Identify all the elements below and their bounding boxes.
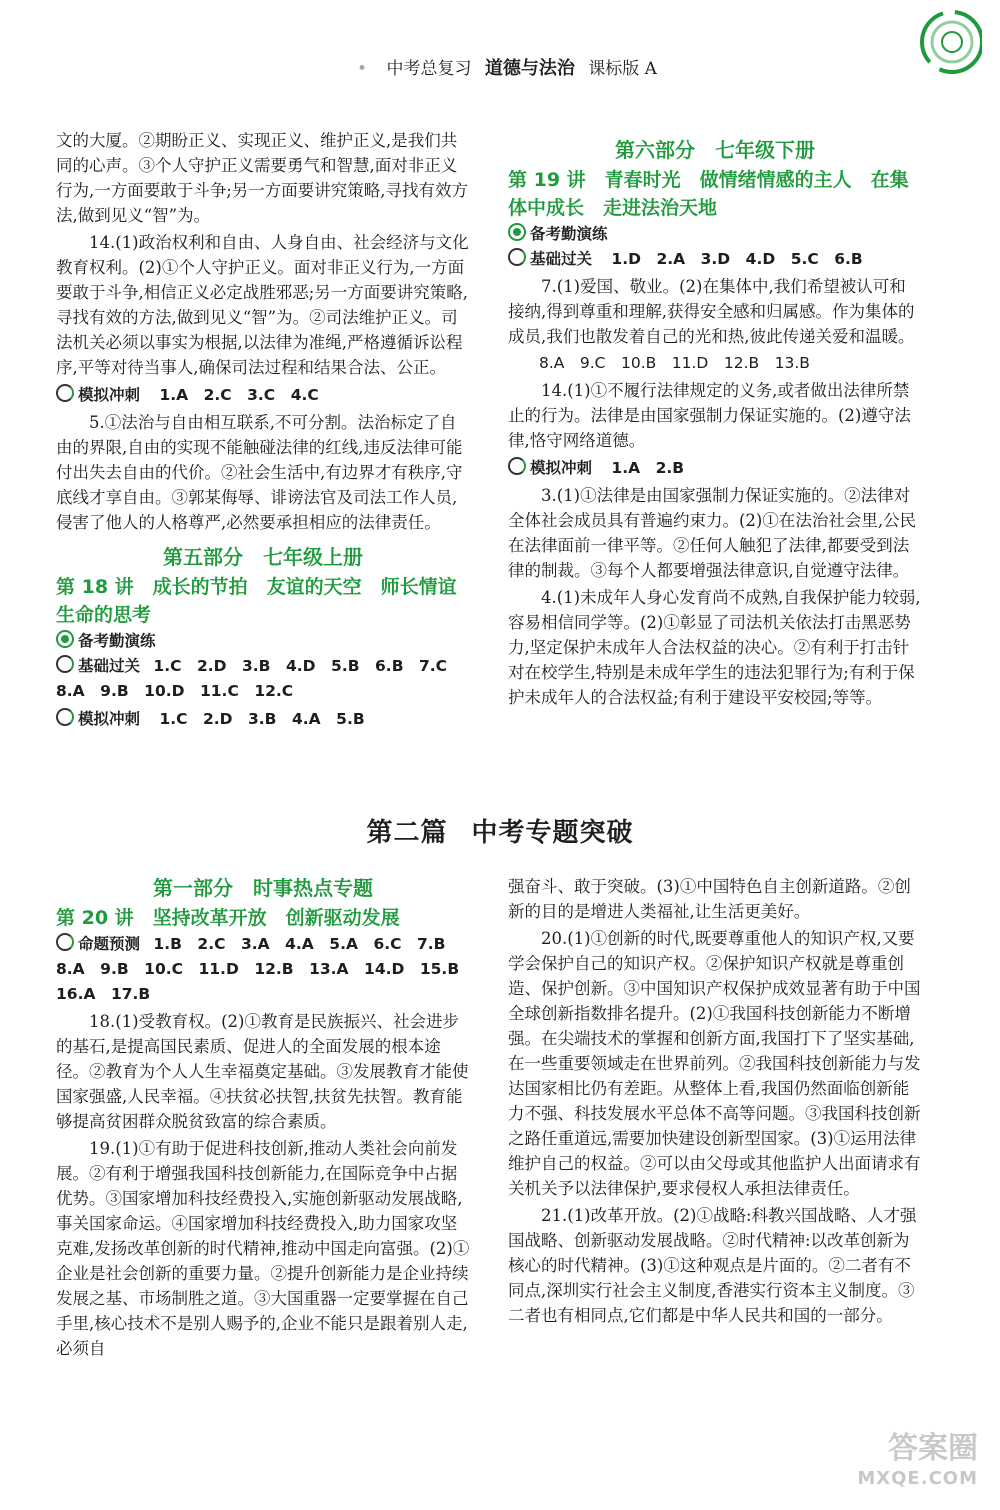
- mingti-answers: 1.B 2.C 3.A 4.A 5.A 6.C 7.B 8.A 9.B 10.C 11.D 12.B 13.A 14.D 15.B 16.A 17.B: [56, 935, 475, 1003]
- moni2-answers: 1.C 2.D 3.B 4.A 5.B: [159, 710, 365, 728]
- jichu-answers: 1.C 2.D 3.B 4.D 5.B 6.B 7.C 8.A 9.B 10.D 11.C 12.C: [56, 657, 463, 700]
- header-series: 中考总复习: [386, 59, 472, 79]
- section-ring-icon: [508, 248, 526, 266]
- answer-14: 14.(1)①不履行法律规定的义务,或者做出法律所禁止的行为。法律是由国家强制力保证实施的。(2)遵守法律,恪守网络道德。: [508, 381, 911, 450]
- answer-4: 4.(1)未成年人身心发育尚不成熟,自我保护能力较弱,容易相信同学等。(2)①彰显了司法机关依法打击黑恶势力,坚定保护未成年人合法权益的决心。②有利于打击针对在校学生,特别是未成年学生的违法犯罪行为;有利于保护未成年人的合法权益;有利于建设平安校园;等等。: [508, 588, 921, 707]
- moni-label: 模拟冲刺: [530, 459, 593, 477]
- beikao-heading: 备考勤演练: [508, 222, 922, 247]
- answer-14: 14.(1)政治权利和自由、人身自由、社会经济与文化教育权利。(2)①个人守护正义。面对非正义行为,一方面要敢于斗争,相信正义必定战胜邪恶;另一方面要讲究策略,寻找有效的方法,做到见义“智”为。②司法维护正义。司法机关必须以事实为根据,以法律为准绳,严格遵循诉讼程序,平等对待当事人,确保司法过程和结果合法、公正。: [56, 233, 469, 377]
- continued-text: 文的大厦。②期盼正义、实现正义、维护正义,是我们共同的心声。③个人守护正义需要勇气和智慧,面对非正义行为,一方面要敢于斗争;另一方面要讲究策略,寻找有效方法,做到见义“智”为。: [56, 131, 469, 225]
- mingti-row: [56, 932, 475, 1007]
- section-ring-icon: [508, 457, 526, 475]
- moni-label: 模拟冲刺: [78, 386, 141, 404]
- watermark-url: MXQE.COM: [857, 1468, 978, 1489]
- answer-20: 20.(1)①创新的时代,既要尊重他人的知识产权,又要学会保护自己的知识产权。②保护知识产权就是尊重创造、保护创新。③中国知识产权保护成效显著有助于中国全球创新指数排名提升。(2)①我国科技创新能力不断增强。在尖端技术的掌握和创新方面,我国打下了坚实基础,在一些重要领域走在世界前列。②我国科技创新能力与发达国家相比仍有差距。从整体上看,我国仍然面临创新能力不强、科技发展水平总体不高等问题。③我国科技创新之路任重道远,需要加快建设创新型国家。(3)①运用法律维护自己的权益。②可以由父母或其他监护人出面请求有关机关予以法律保护,要求侵权人承担法律责任。: [508, 929, 921, 1198]
- lecture-19-title: 第 19 讲 青春时光 做情绪情感的主人 在集体中成长 走进法治天地: [508, 169, 909, 219]
- jichu-row: [508, 247, 922, 272]
- left-bottom-column: [56, 872, 475, 1361]
- answer-3: 3.(1)①法律是由国家强制力保证实施的。②法律对全体社会成员具有普遍约束力。(2)①在法治社会里,公民在法律面前一律平等。②任何人触犯了法律,都要受到法律的制裁。③每个人都要增强法律意识,自觉遵守法律。: [508, 486, 917, 580]
- jichu-row: [56, 654, 470, 704]
- jichu-label: 基础过关: [530, 250, 593, 268]
- section-ring-icon: [56, 708, 74, 726]
- right-bottom-column: [508, 874, 922, 1328]
- lecture-20-title: 第 20 讲 坚持改革开放 创新驱动发展: [56, 907, 400, 929]
- header-edition: 课标版 A: [588, 59, 657, 79]
- answer-19: 19.(1)①有助于促进科技创新,推动人类社会向前发展。②有利于增强我国科技创新能力,在国际竞争中占据优势。③国家增加科技经费投入,实施创新驱动发展战略,事关国家命运。④国家增加科技经费投入,助力国家攻坚克难,发扬改革创新的时代精神,推动中国走向富强。(2)①企业是社会创新的重要力量。②提升创新能力是企业持续发展之基、市场制胜之道。③大国重器一定要掌握在自己手里,核心技术不是别人赐予的,企业不能只是跟着别人走,必须自: [56, 1139, 470, 1358]
- right-top-column: [508, 134, 922, 710]
- answer-7: 7.(1)爱国、敬业。(2)在集体中,我们希望被认可和接纳,得到尊重和理解,获得安全感和归属感。作为集体的成员,我们也散发着自己的光和热,彼此传递关爱和温暖。: [508, 277, 915, 346]
- mingti-label: 命题预测: [78, 935, 141, 953]
- answer-18: 18.(1)受教育权。(2)①教育是民族振兴、社会进步的基石,是提高国民素质、促进人的全面发展的根本途径。②教育为个人人生幸福奠定基础。③发展教育才能使国家强盛,人民幸福。④扶贫必扶智,扶贫先扶智。教育能够提高贫困群众脱贫致富的综合素质。: [56, 1012, 469, 1131]
- jichu-label: 基础过关: [78, 657, 141, 675]
- beikao-heading: 备考勤演练: [56, 629, 470, 654]
- moni-row: [508, 456, 922, 481]
- part-1-title: 第一部分 时事热点专题: [153, 876, 373, 900]
- continued-text: 强奋斗、敢于突破。(3)①中国特色自主创新道路。②创新的目的是增进人类福祉,让生活更美好。: [508, 877, 911, 921]
- left-top-column: [56, 128, 476, 732]
- page-header: [0, 54, 1000, 80]
- answer-5: 5.①法治与自由相互联系,不可分割。法治标定了自由的界限,自由的实现不能触碰法律的红线,违反法律可能付出失去自由的代价。②社会生活中,有边界才有秩序,守底线才享自由。③郭某侮辱、诽谤法官及司法工作人员,侵害了他人的人格尊严,必然要承担相应的法律责任。: [56, 413, 463, 532]
- moni-answers: 1.A 2.C 3.C 4.C: [159, 386, 319, 404]
- moni2-row: [56, 707, 470, 732]
- watermark: [828, 1430, 978, 1505]
- header-dot-icon: •: [357, 59, 368, 79]
- moni2-label: 模拟冲刺: [78, 710, 141, 728]
- section-ring-icon: [56, 384, 74, 402]
- watermark-title: 答案圈: [888, 1431, 978, 1466]
- practice-icon: [508, 223, 526, 241]
- jichu-answers: 1.D 2.A 3.D 4.D 5.C 6.B: [611, 250, 863, 268]
- moni-answers: 1.A 2.B: [611, 459, 685, 477]
- part-6-title: 第六部分 七年级下册: [615, 138, 815, 162]
- practice-icon: [56, 630, 74, 648]
- section-ring-icon: [56, 933, 74, 951]
- lecture-18-title: 第 18 讲 成长的节拍 友谊的天空 师长情谊 生命的思考: [56, 576, 476, 626]
- answer-21: 21.(1)改革开放。(2)①战略:科教兴国战略、人才强国战略、创新驱动发展战略。②时代精神:以改革创新为核心的时代精神。(3)①这种观点是片面的。②二者有不同点,深圳实行社会主义制度,香港实行资本主义制度。③二者也有相同点,它们都是中华人民共和国的一部分。: [508, 1206, 917, 1325]
- answers-8-13: 8.A 9.C 10.B 11.D 12.B 13.B: [539, 354, 810, 372]
- section-2-title: 第二篇 中考专题突破: [366, 818, 634, 848]
- section-ring-icon: [56, 655, 74, 673]
- moni-row: [56, 383, 470, 408]
- part-5-title: 第五部分 七年级上册: [163, 545, 363, 569]
- header-subject: 道德与法治: [484, 58, 575, 79]
